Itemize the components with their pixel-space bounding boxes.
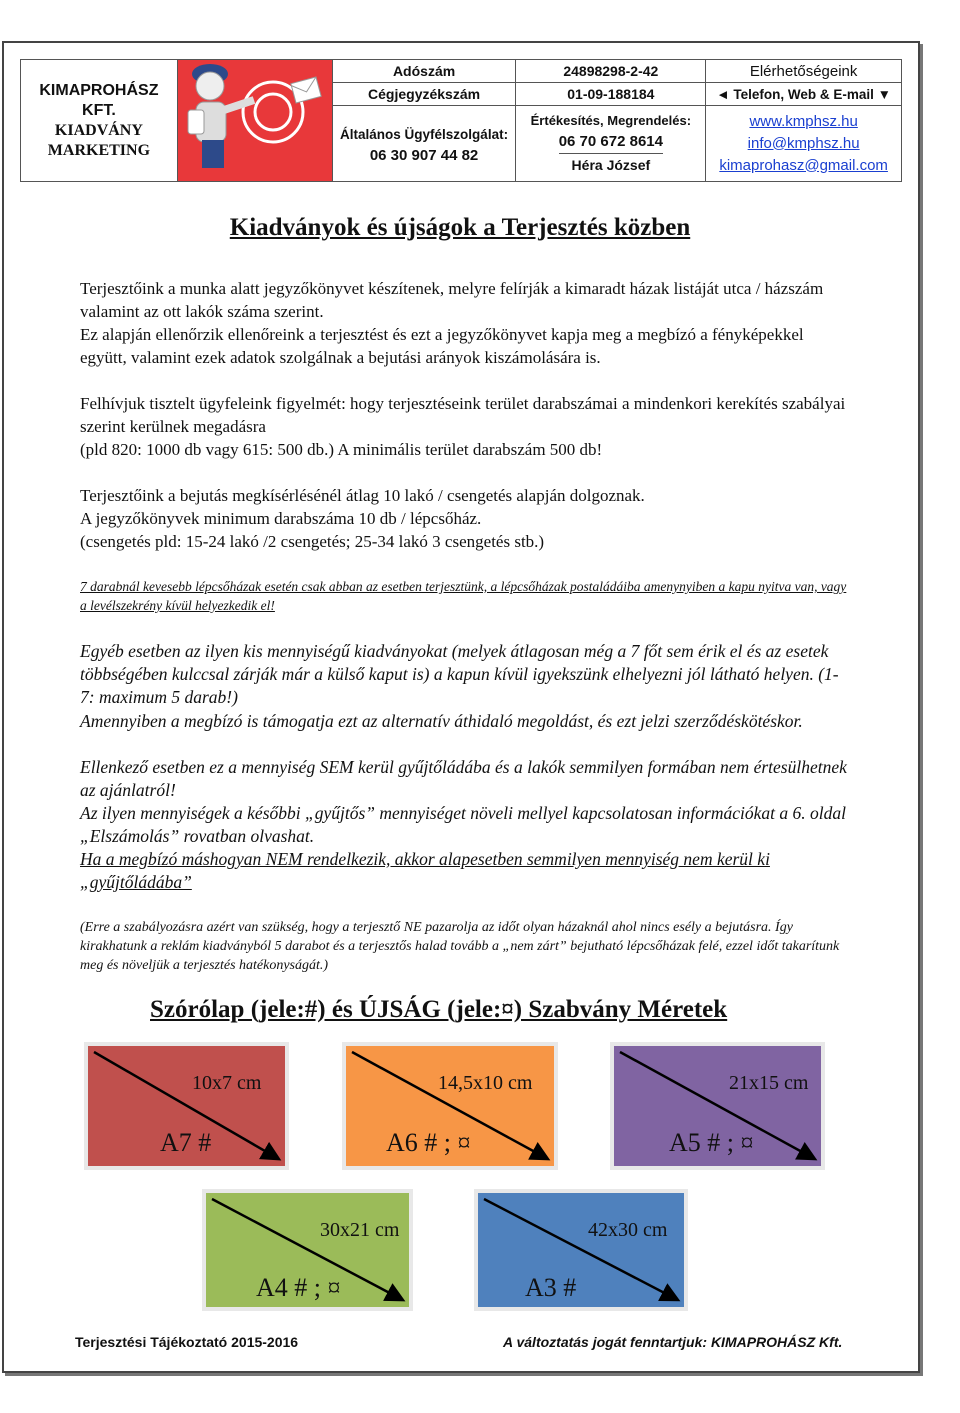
card-dimension: 30x21 cm — [320, 1219, 400, 1241]
sales-phone[interactable]: 06 70 672 8614 — [559, 131, 663, 154]
company-division: KIADVÁNY — [54, 121, 143, 139]
general-service-label: Általános Ügyfélszolgálat: — [340, 126, 509, 142]
regulation-note: (Erre a szabályozásra azért van szükség, hogy a terjesztő NE pazarolja az időt olyan házaknál ahol nincs esély a bejutásra. Így kirakhatunk a reklám kiadványból 5 darabot és a terjesztős halad tovább a „nem zárt” bejutható lépcsőházak felé, ezzel időt takarítunk meg és növeljük a terjesztés hatékonyságát.) — [80, 920, 840, 973]
company-division-2: MARKETING — [47, 141, 151, 159]
general-service-phone[interactable]: 06 30 907 44 82 — [369, 146, 479, 164]
card-dimension: 14,5x10 cm — [438, 1072, 533, 1094]
small-quantity-paragraph: Egyéb esetben az ilyen kis mennyiségű kiadványokat (melyek átlagosan még a 7 főt sem érik el és az esetek többségében kulccsal zárják már a külső kaput is) a kapun kívül igyekszünk elhelyezni jól látható helyen. (1-7: maximum 5 darab!) — [80, 641, 839, 707]
mid-info-column — [516, 60, 706, 181]
default-rule-paragraph: Ha a megbízó máshogyan NEM rendelkezik, akkor alapesetben semmilyen mennyiség nem kerül ki „gyűjtőládába” — [80, 849, 770, 892]
card-format-label: A6 # ; ¤ — [386, 1128, 471, 1157]
contacts-subtitle: ◄ Telefon, Web & E-mail ▼ — [706, 83, 901, 106]
alternative-solution-paragraph: Amennyiben a megbízó is támogatja ezt az alternatív áthidaló megoldást, és ezt jelzi szerződéskötéskor. — [80, 711, 803, 731]
sales-contact-name: Héra József — [571, 157, 651, 173]
collection-paragraph: Az ilyen mennyiségek a későbbi „gyűjtős” mennyiséget növeli mellyel kapcsolatosan információkat a 6. oldal „Elszámolás” rovatban olvashat. — [80, 803, 846, 846]
sales-label: Értékesítés, Megrendelés: — [530, 113, 692, 128]
registration-label: Cégjegyzékszám — [333, 83, 516, 106]
email-link-gmail[interactable]: kimaprohasz@gmail.com — [719, 156, 888, 174]
card-format-label: A5 # ; ¤ — [669, 1128, 754, 1157]
card-dimension: 42x30 cm — [588, 1219, 668, 1241]
otherwise-paragraph: Ellenkező esetben ez a mennyiség SEM kerül gyűjtőládába és a lakók semmilyen formában nem értesülhetnek az ajánlatról! — [80, 757, 847, 800]
header-table — [20, 59, 902, 182]
card-format-label: A4 # ; ¤ — [256, 1273, 341, 1302]
paragraph-minimum-protocol: A jegyzőkönyvek minimum darabszáma 10 db / lépcsőház. — [80, 509, 482, 528]
diagonal-arrow-icon — [478, 1193, 684, 1307]
email-link-info[interactable]: info@kmphsz.hu — [747, 134, 860, 152]
website-link[interactable]: www.kmphsz.hu — [749, 112, 858, 130]
size-card-a7 — [88, 1046, 285, 1166]
tax-value: 24898298-2-42 — [516, 60, 705, 83]
size-card-a6 — [346, 1046, 554, 1166]
card-diagonal — [484, 1199, 676, 1299]
tax-label: Adószám — [333, 60, 516, 83]
mailman-logo-icon — [178, 60, 333, 181]
paragraph-rounding: Felhívjuk tisztelt ügyfeleink figyelmét: hogy terjesztéseink terület darabszámai a mindenkori kerekítés szabályai szerint kerülnek megadásra — [80, 394, 846, 436]
logo — [178, 60, 333, 181]
left-info-column — [333, 60, 517, 181]
paragraph-rounding-example: (pld 820: 1000 db vagy 615: 500 db.) A minimális terület darabszám 500 db! — [80, 440, 603, 459]
card-format-label: A7 # — [160, 1128, 212, 1157]
card-dimension: 10x7 cm — [192, 1072, 262, 1094]
size-card-a4 — [206, 1193, 409, 1307]
contacts-label: Elérhetőségeink — [706, 60, 901, 83]
paragraph-inspection: Ez alapján ellenőrzik ellenőreink a terjesztést és ezt a jegyzőkönyvet kapja meg a megbízó a fényképekkel együtt, valamint ezek adatok szolgálnak a bejutási arányok kiszámolására is. — [80, 325, 804, 367]
registration-value: 01-09-188184 — [516, 83, 705, 106]
company-name: KIMAPROHÁSZ — [39, 81, 159, 99]
paragraph-protocol: Terjesztőink a munka alatt jegyzőkönyvet készítenek, melyre felírják a kimaradt házak listáját utca / házszám valamint az ott lakók száma szerint. — [80, 279, 824, 321]
card-format-label: A3 # — [525, 1273, 577, 1302]
contact-column — [706, 60, 901, 181]
card-dimension: 21x15 cm — [729, 1072, 809, 1094]
company-form: KFT. — [82, 101, 116, 119]
paragraph-bell-example: (csengetés pld: 15-24 lakó /2 csengetés; 25-34 lakó 3 csengetés stb.) — [80, 532, 545, 551]
page-title: Kiadványok és újságok a Terjesztés közben — [229, 214, 691, 241]
company-cell — [21, 60, 178, 181]
footer-right: A változtatás jogát fenntartjuk: KIMAPROHÁSZ Kft. — [503, 1334, 843, 1350]
stairwell-rule: 7 darabnál kevesebb lépcsőházak esetén csak abban az esetben terjesztünk, a lépcsőházak postaládáiba amenynyiben a kapu nyitva van, vagy a levélszekrény kívül helyezkedik el! — [80, 579, 847, 613]
footer-left: Terjesztési Tájékoztató 2015-2016 — [75, 1334, 299, 1350]
paragraph-bell-average: Terjesztőink a bejutás megkísérlésénél átlag 10 lakó / csengetés alapján dolgoznak. — [80, 486, 645, 505]
sizes-heading: Szórólap (jele:#) és ÚJSÁG (jele:¤) Szabvány Méretek — [150, 996, 728, 1023]
size-card-a3 — [478, 1193, 684, 1307]
size-card-a5 — [614, 1046, 821, 1166]
